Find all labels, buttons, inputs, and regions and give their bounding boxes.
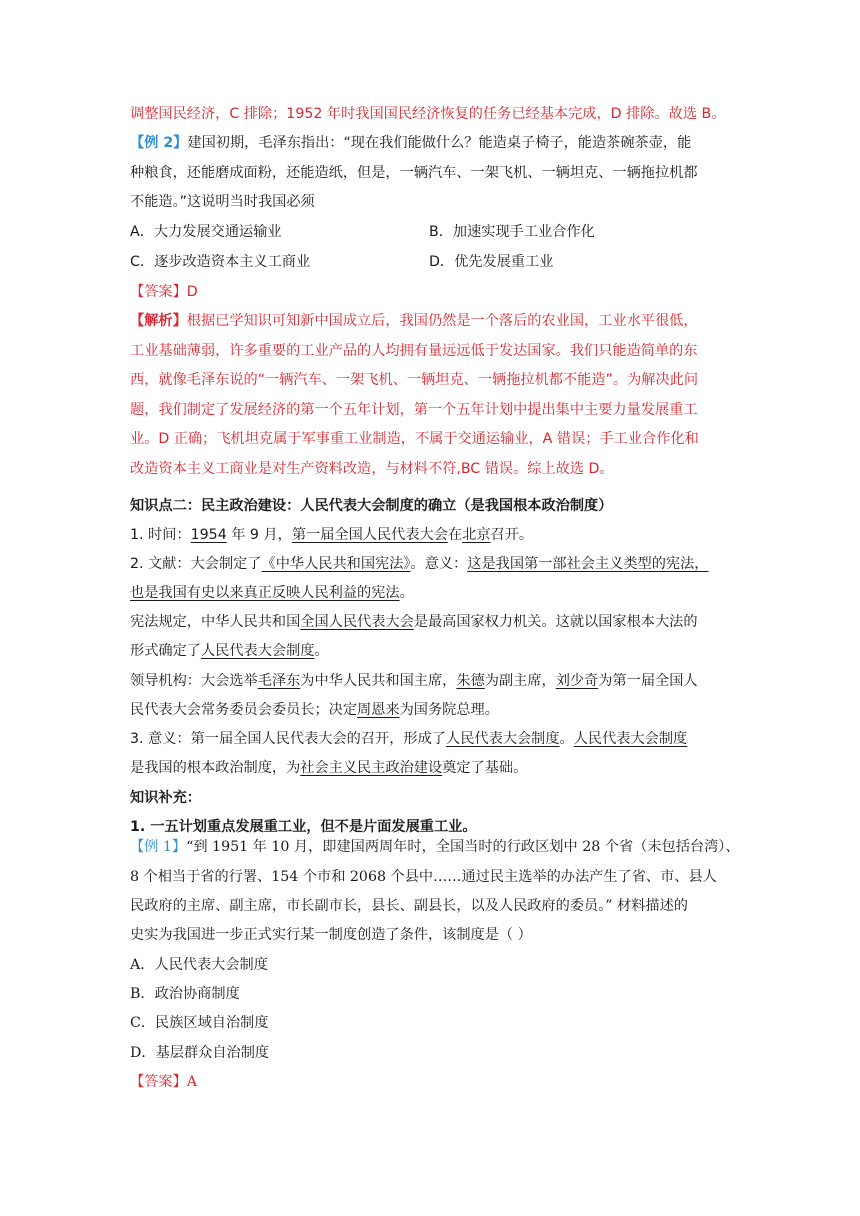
example-2-line-1: 【例 2】建国初期，毛泽东指出：“现在我们能做什么？能造桌子椅子，能造茶碗茶壶，能 (130, 135, 692, 151)
kp2-document-line-2: 也是我国有史以来真正反映人民利益的宪法。 (130, 585, 414, 601)
kp2-document-line-1: 2. 文献：大会制定了《中华人民共和国宪法》。意义：这是我国第一部社会主义类型的宪法， (130, 556, 709, 572)
example-2-option-a: A．大力发展交通运输业 (130, 224, 282, 240)
example-1-line-4: 史实为我国进一步正式实行某一制度创造了条件，该制度是（ ） (130, 927, 532, 943)
example-2-answer: 【答案】D (130, 284, 198, 300)
example-2-line-2: 种粮食，还能磨成面粉，还能造纸，但是，一辆汽车、一架飞机、一辆坦克、一辆拖拉机都 (130, 165, 698, 181)
example-2-analysis-line-5: 业。D 正确；飞机坦克属于军事重工业制造，不属于交通运输业，A 错误；手工业合作化和 (130, 431, 699, 447)
kp2-constitution-line-1: 宪法规定，中华人民共和国全国人民代表大会是最高国家权力机关。这就以国家根本大法的 (130, 614, 698, 630)
supplement-point-1: 1. 一五计划重点发展重工业，但不是片面发展重工业。 (130, 819, 477, 835)
example-1-tag: 【例 1】 (130, 839, 187, 855)
example-1-line-3: 民政府的主席、副主席，市长副市长，县长、副县长，以及人民政府的委员。” 材料描述的 (130, 898, 688, 914)
example-2-analysis-line-1: 【解析】根据已学知识可知新中国成立后，我国仍然是一个落后的农业国，工业水平很低， (130, 313, 698, 329)
kp2-significance-line-1: 3. 意义：第一届全国人民代表大会的召开，形成了人民代表大会制度。人民代表大会制度 (130, 731, 688, 747)
kp2-significance-line-2: 是我国的根本政治制度，为社会主义民主政治建设奠定了基础。 (130, 760, 528, 776)
example-2-option-c: C．逐步改造资本主义工商业 (130, 254, 311, 270)
knowledge-point-2-heading: 知识点二：民主政治建设：人民代表大会制度的确立（是我国根本政治制度） (130, 498, 613, 514)
example-2-tag: 【例 2】 (130, 135, 188, 151)
kp2-leadership-line-2: 民代表大会常务委员会委员长；决定周恩来为国务院总理。 (130, 702, 499, 718)
example-2-analysis-line-2: 工业基础薄弱，许多重要的工业产品的人均拥有量远远低于发达国家。我们只能造简单的东 (130, 343, 698, 359)
prev-analysis-tail: 调整国民经济，C 排除；1952 年时我国国民经济恢复的任务已经基本完成，D 排除。故选 B。 (130, 106, 726, 122)
example-1-option-c: C．民族区域自治制度 (130, 1015, 269, 1031)
example-1-option-d: D．基层群众自治制度 (130, 1045, 270, 1061)
example-2-analysis-line-4: 题，我们制定了发展经济的第一个五年计划，第一个五年计划中提出集中主要力量发展重工 (130, 402, 698, 418)
example-2-line-3: 不能造。”这说明当时我国必须 (130, 194, 315, 210)
example-2-option-d: D．优先发展重工业 (429, 254, 554, 270)
kp2-constitution-line-2: 形式确定了人民代表大会制度。 (130, 643, 329, 659)
example-1-option-b: B．政治协商制度 (130, 986, 240, 1002)
example-2-analysis-line-3: 西，就像毛泽东说的“一辆汽车、一架飞机、一辆坦克、一辆拖拉机都不能造”。为解决此问 (130, 372, 699, 388)
example-2-analysis-line-6: 改造资本主义工商业是对生产资料改造，与材料不符,BC 错误。综上故选 D。 (130, 461, 614, 477)
example-1-line-2: 8 个相当于省的行署、154 个市和 2068 个县中……通过民主选举的办法产生了省、市、县人 (130, 869, 717, 885)
example-1-answer: 【答案】A (130, 1074, 197, 1090)
analysis-tag: 【解析】 (130, 313, 187, 329)
supplement-heading: 知识补充： (130, 790, 201, 806)
kp2-time-line: 1. 时间：1954 年 9 月，第一届全国人民代表大会在北京召开。 (130, 527, 534, 543)
example-1-option-a: A．人民代表大会制度 (130, 957, 268, 973)
example-2-option-b: B．加速实现手工业合作化 (429, 224, 595, 240)
example-1-line-1: 【例 1】“到 1951 年 10 月，即建国两周年时，全国当时的行政区划中 28 个省（未包括台湾）、 (130, 839, 740, 855)
kp2-leadership-line-1: 领导机构：大会选举毛泽东为中华人民共和国主席，朱德为副主席，刘少奇为第一届全国人 (130, 673, 698, 689)
